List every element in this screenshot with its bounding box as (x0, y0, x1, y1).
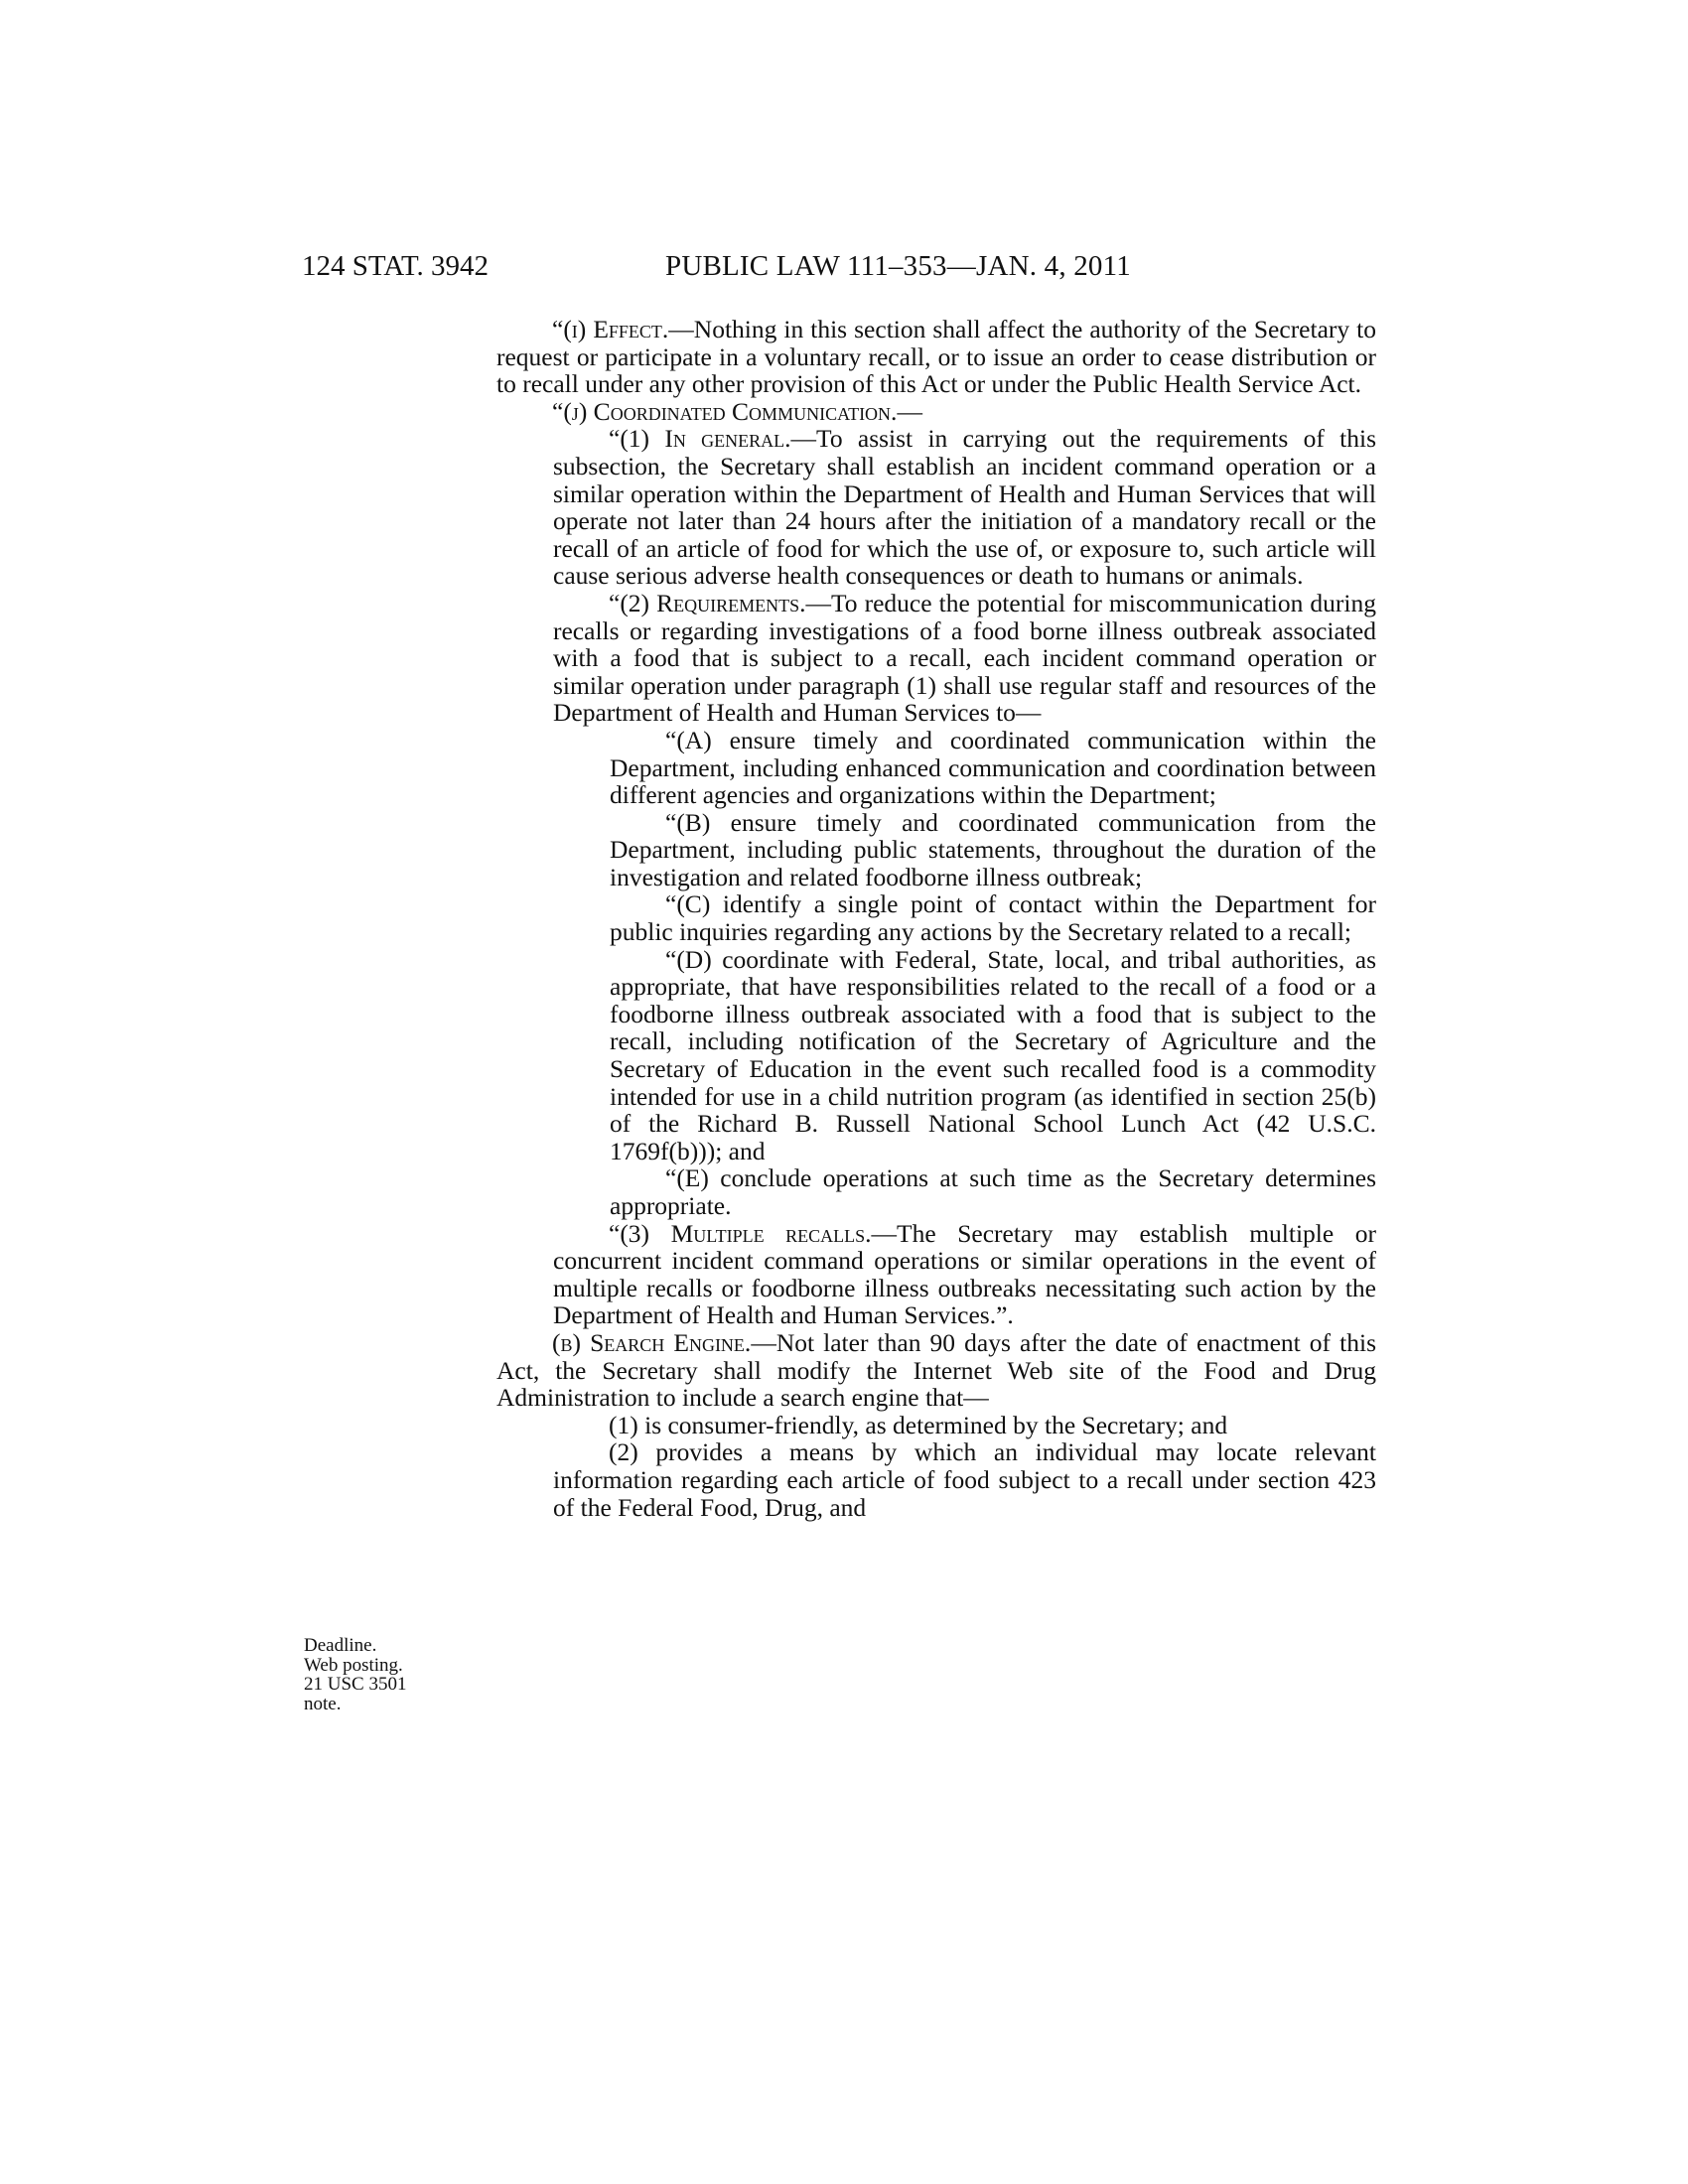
paragraph-j2-heading: “(2) Requirements. (609, 588, 806, 617)
statute-body (496, 316, 1376, 1521)
paragraph-j3-heading: “(3) Multiple recalls. (609, 1218, 872, 1248)
margin-note (304, 1636, 453, 1713)
paragraph-j1-in-general (496, 425, 1376, 590)
paragraph-j1-text: —To assist in carrying out the requirements of this subsection, the Secretary shall establish an incident command operation or a similar operation within the Department of Health and Human Services that will operate not later than 24 hours after the initiation of a mandatory recall or the recall of an article of food for which the use of, or exposure to, such article will cause serious adverse health consequences or death to humans or animals. (553, 424, 1377, 591)
subsection-b-text: —Not later than 90 days after the date of enactment of this Act, the Secretary shall modify the Internet Web site of the Food and Drug Administration to include a search engine that— (496, 1327, 1376, 1413)
paragraph-j3-multiple-recalls (496, 1220, 1376, 1329)
subsection-j-coordinated-communication (496, 398, 1376, 426)
paragraph-j3-text: —The Secretary may establish multiple or concurrent incident command operations or similar operations in the event of multiple recalls or foodborne illness outbreaks necessitating such action by the Department of Health and Human Services.”. (553, 1218, 1376, 1330)
page-header (302, 246, 1374, 286)
margin-note-line: Deadline. (304, 1635, 377, 1656)
subsection-i-heading: “(i) Effect. (552, 315, 669, 343)
paragraph-j2-requirements (496, 590, 1376, 727)
margin-note-line: 21 USC 3501 (304, 1674, 407, 1696)
paragraph-j2-text: —To reduce the potential for miscommunication during recalls or regarding investigations of a food borne illness outbreak associated with a food that is subject to a recall, each incident command operation or similar operation under paragraph (1) shall use regular staff and resources of the Department of Health and Human Services to— (553, 588, 1376, 728)
margin-note-line: note. (304, 1693, 342, 1714)
subparagraph-e: “(E) conclude operations at such time as the Secretary determines appropriate. (610, 1163, 1376, 1220)
margin-note-line: Web posting. (304, 1654, 403, 1676)
paragraph-b2: (2) provides a means by which an individual may locate relevant information regarding each article of food subject to a recall under section 423 of the Federal Food, Drug, and (553, 1437, 1376, 1522)
subparagraph-b: “(B) ensure timely and coordinated communication from the Department, including public statements, throughout the duration of the investigation and related foodborne illness outbreak; (610, 807, 1376, 891)
subsection-i-text: —Nothing in this section shall affect the authority of the Secretary to request or participate in a voluntary recall, or to issue an order to cease distribution or to recall under any other provision of this Act or under the Public Health Service Act. (496, 315, 1377, 399)
subsection-j-heading: “(j) Coordinated Communication. (552, 396, 898, 426)
statute-page-reference: 124 STAT. 3942 (302, 250, 490, 282)
subsection-i-effect (496, 316, 1376, 398)
subsection-b-search-engine (496, 1329, 1376, 1412)
subparagraph-d: “(D) coordinate with Federal, State, local, and tribal authorities, as appropriate, that have responsibilities related to the recall of a food or a foodborne illness outbreak associated with a food that is subject to the recall, including notification of the Secretary of Agriculture and the Secretary of Education in the event such recalled food is a commodity intended for use in a child nutrition program (as identified in section 25(b) of the Richard B. Russell National School Lunch Act (42 U.S.C. 1769f(b))); and (610, 944, 1376, 1165)
subsection-j-text: — (897, 396, 922, 426)
public-law-title: PUBLIC LAW 111–353—JAN. 4, 2011 (665, 250, 1131, 282)
subparagraph-c: “(C) identify a single point of contact within the Department for public inquiries regarding any actions by the Secretary related to a recall; (610, 889, 1376, 947)
subsection-b-heading: (b) Search Engine. (552, 1327, 752, 1357)
paragraph-b1: (1) is consumer-friendly, as determined by the Secretary; and (609, 1410, 1228, 1439)
paragraph-j1-heading: “(1) In general. (609, 424, 791, 454)
subparagraph-a: “(A) ensure timely and coordinated communication within the Department, including enhanced communication and coordination between different agencies and organizations within the Department; (610, 725, 1376, 810)
